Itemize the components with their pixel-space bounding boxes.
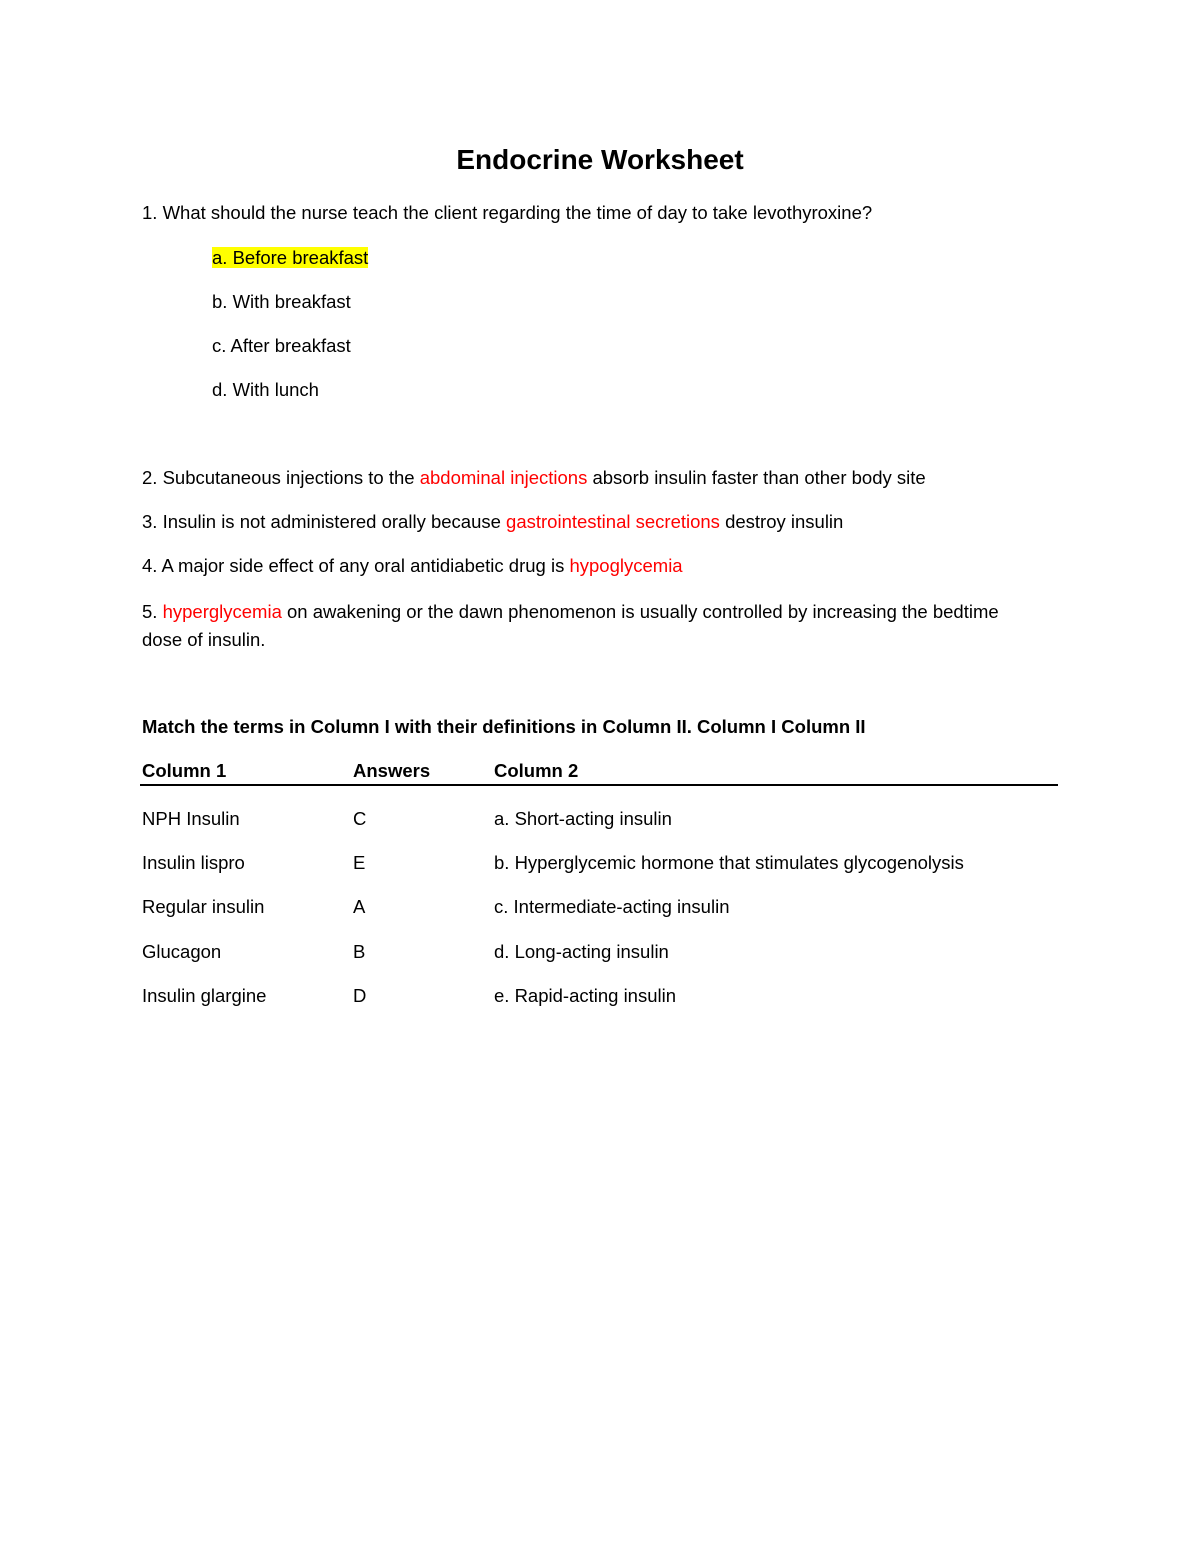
q2-answer: abdominal injections xyxy=(419,467,588,488)
match-definition: e. Rapid-acting insulin xyxy=(494,985,677,1006)
match-term: NPH Insulin xyxy=(142,808,240,829)
q1-option-a xyxy=(212,246,368,270)
column-header-term: Column 1 xyxy=(142,760,227,781)
q1-option-c: c. After breakfast xyxy=(212,335,351,356)
q4-number: 4. xyxy=(142,555,158,576)
q1-option-a-highlighted: a. Before breakfast xyxy=(212,247,369,268)
q2-text-post: absorb insulin faster than other body site xyxy=(587,467,926,488)
q3-answer: gastrointestinal secretions xyxy=(506,511,720,532)
column-header-answers: Answers xyxy=(353,760,431,781)
q5-number: 5. xyxy=(142,601,158,622)
page-title: Endocrine Worksheet xyxy=(456,144,744,175)
q4-text-pre: A major side effect of any oral antidiabetic drug is xyxy=(157,555,570,576)
match-definition: c. Intermediate-acting insulin xyxy=(494,896,730,917)
question-1: 1. What should the nurse teach the client regarding the time of day to take levothyroxine? xyxy=(142,202,873,223)
match-term: Regular insulin xyxy=(142,896,265,917)
q5-text-post: on awakening or the dawn phenomenon is usually controlled by increasing the bedtime dose of insulin. xyxy=(142,601,999,650)
match-term: Insulin glargine xyxy=(142,985,267,1006)
q5-answer: hyperglycemia xyxy=(162,601,282,622)
match-answer: B xyxy=(353,941,366,962)
match-term: Glucagon xyxy=(142,941,222,962)
match-definition: a. Short-acting insulin xyxy=(494,808,672,829)
match-definition: d. Long-acting insulin xyxy=(494,941,669,962)
header-divider xyxy=(140,784,1058,786)
match-answer: A xyxy=(353,896,366,917)
question-3 xyxy=(142,510,843,534)
q1-option-d: d. With lunch xyxy=(212,379,319,400)
question-5 xyxy=(142,598,1022,654)
match-answer: C xyxy=(353,808,367,829)
question-2 xyxy=(142,466,926,490)
q3-text-post: destroy insulin xyxy=(719,511,844,532)
q3-text-pre: Insulin is not administered orally because xyxy=(157,511,507,532)
question-4 xyxy=(142,554,683,578)
q2-number: 2. xyxy=(142,467,158,488)
match-instruction: Match the terms in Column I with their definitions in Column II. Column I Column II xyxy=(142,716,866,737)
match-answer: E xyxy=(353,852,366,873)
q4-answer: hypoglycemia xyxy=(569,555,683,576)
column-header-definition: Column 2 xyxy=(494,760,579,781)
q3-number: 3. xyxy=(142,511,158,532)
match-answer: D xyxy=(353,985,367,1006)
match-definition: b. Hyperglycemic hormone that stimulates glycogenolysis xyxy=(494,852,964,873)
q2-text-pre: Subcutaneous injections to the xyxy=(157,467,420,488)
match-term: Insulin lispro xyxy=(142,852,245,873)
q1-option-b: b. With breakfast xyxy=(212,291,351,312)
